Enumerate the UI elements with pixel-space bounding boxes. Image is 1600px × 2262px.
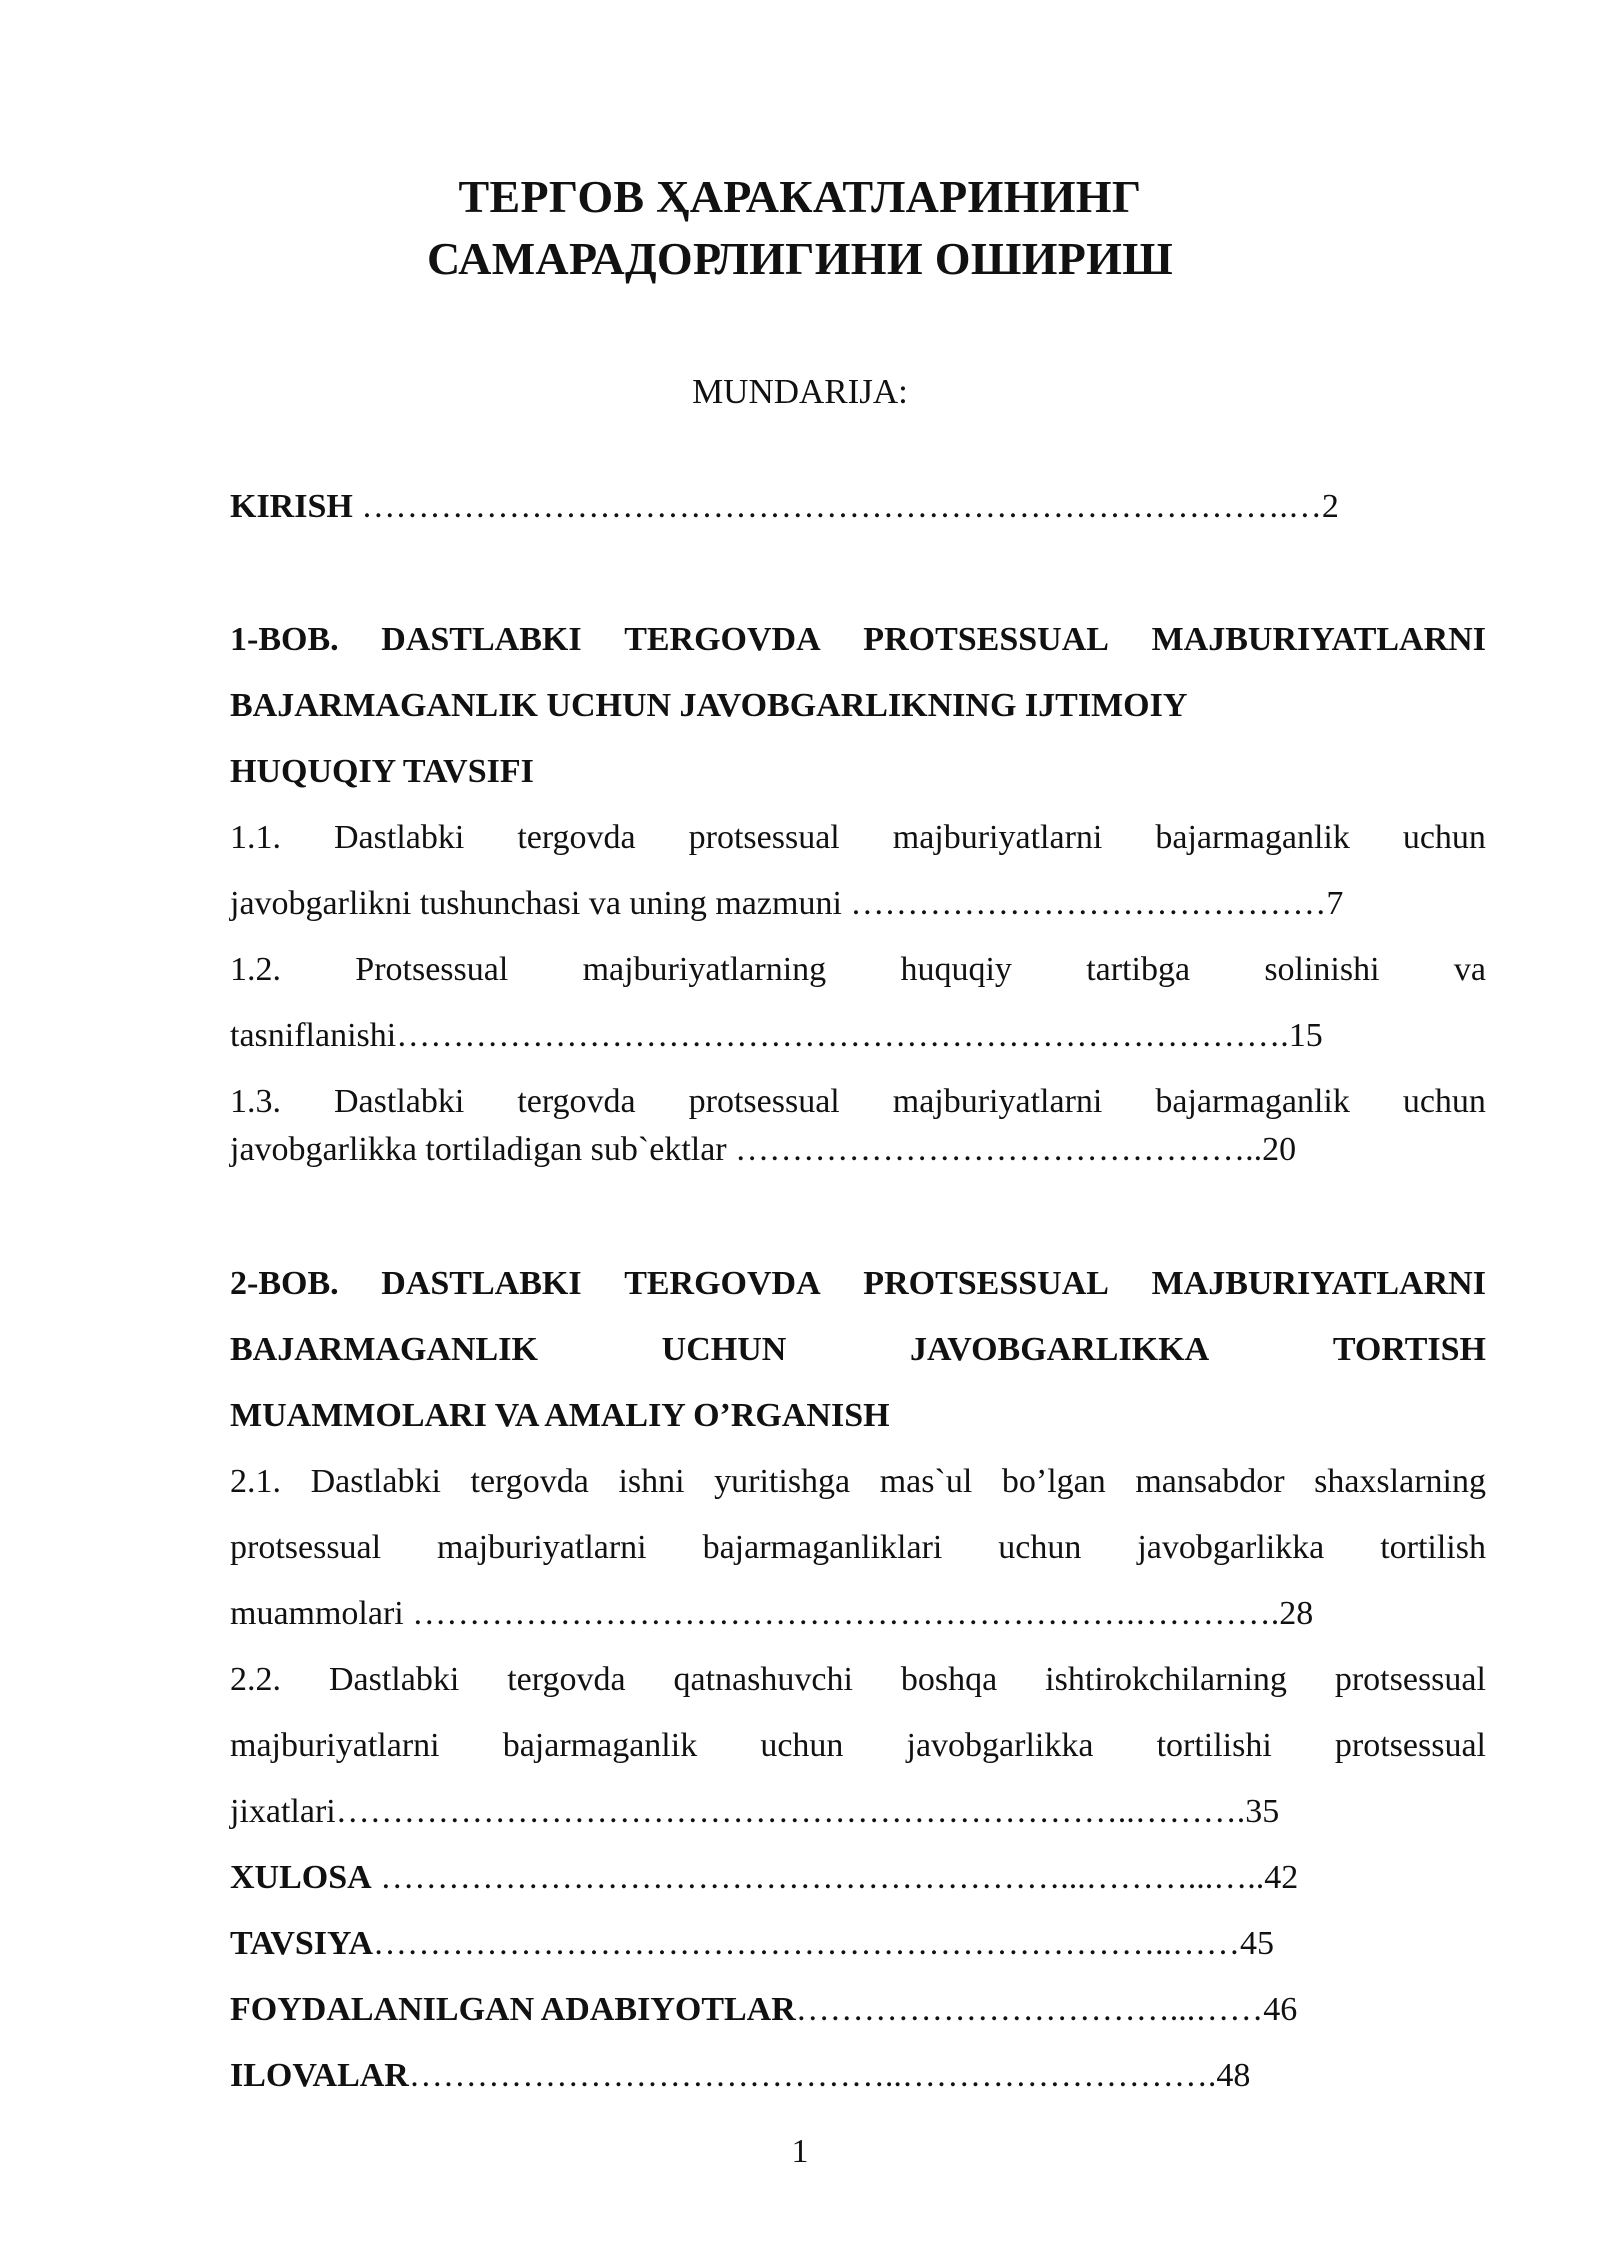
word: tergovda	[517, 819, 636, 856]
word: 2.2.	[230, 1661, 281, 1698]
chapter-2-heading-line-3: MUAMMOLARI VA AMALIY O’RGANISH	[230, 1397, 890, 1434]
word: 2-BOB.	[230, 1265, 339, 1302]
title-line-1: ТЕРГОВ ҲАРАКАТЛАРИНИНГ	[458, 171, 1142, 222]
toc-entry-label: FOYDALANILGAN ADABIYOTLAR	[230, 1991, 796, 2028]
word: solinishi	[1264, 951, 1380, 988]
word: ishni	[618, 1463, 685, 1500]
word: tergovda	[470, 1463, 589, 1500]
toc-entry-kirish	[230, 485, 1486, 529]
word: mansabdor	[1135, 1463, 1285, 1500]
word: JAVOBGARLIKKA	[910, 1331, 1210, 1368]
word: uchun	[1402, 819, 1486, 856]
word: qatnashuvchi	[673, 1661, 853, 1698]
toc-entry-2-1-line-3: muammolari ……………………………………………………….………….28	[230, 1595, 1314, 1632]
word: protsessual	[230, 1529, 382, 1566]
word: tartibga	[1086, 951, 1191, 988]
toc-entry-2-2-line-3: jixatlari……………………………………………………………..……….35	[230, 1793, 1280, 1830]
toc-entry-2-2-line-1	[230, 1658, 1486, 1702]
chapter-2-heading-line-2	[230, 1328, 1486, 1372]
word: 2.1.	[230, 1463, 281, 1500]
toc-entry-ilovalar	[230, 2054, 1486, 2098]
word: boshqa	[900, 1661, 998, 1698]
word: protsessual	[688, 819, 840, 856]
toc-entry-2-1-line-1	[230, 1460, 1486, 1504]
word: majburiyatlarni	[437, 1529, 647, 1566]
toc-entry-1-1-line-1	[230, 816, 1486, 860]
toc-entry-tavsiya	[230, 1922, 1486, 1966]
toc-entry-leader: ……………………………………..……………………….48	[408, 2057, 1251, 2094]
word: TORTISH	[1332, 1331, 1486, 1368]
word: uchun	[998, 1529, 1082, 1566]
word: protsessual	[688, 1083, 840, 1120]
toc-entry-xulosa	[230, 1856, 1486, 1900]
toc-entry-1-3-line-1	[230, 1080, 1486, 1124]
toc-entry-1-2-line-1	[230, 948, 1486, 992]
toc-entry-1-2-line-2: tasniflanishi…………………………………………………………………….15	[230, 1017, 1323, 1054]
word: PROTSESSUAL	[863, 621, 1109, 658]
word: PROTSESSUAL	[863, 1265, 1109, 1302]
word: 1-BOB.	[230, 621, 339, 658]
toc-entry-label: XULOSA	[230, 1859, 372, 1896]
document-title	[0, 166, 1600, 290]
word: bajarmaganlik	[1155, 819, 1350, 856]
word: mas`ul	[879, 1463, 973, 1500]
title-line-2: САМАРАДОРЛИГИНИ ОШИРИШ	[426, 233, 1174, 284]
chapter-2-heading-line-1	[230, 1262, 1486, 1306]
word: protsessual	[1334, 1661, 1486, 1698]
toc-entry-label: ILOVALAR	[230, 2057, 409, 2094]
word: javobgarlikka	[1137, 1529, 1325, 1566]
toc-entry-1-3-line-2: javobgarlikka tortiladigan sub`ektlar ………………………………………..20	[230, 1131, 1297, 1168]
toc-entry-2-2-line-2	[230, 1724, 1486, 1768]
word: yuritishga	[714, 1463, 851, 1500]
word: shaxslarning	[1314, 1463, 1486, 1500]
toc-entry-2-1-line-2	[230, 1526, 1486, 1570]
word: BAJARMAGANLIK	[230, 1331, 538, 1368]
word: 1.3.	[230, 1083, 281, 1120]
word: DASTLABKI	[381, 621, 582, 658]
word: MAJBURIYATLARNI	[1151, 1265, 1486, 1302]
word: UCHUN	[661, 1331, 787, 1368]
word: Dastlabki	[334, 1083, 465, 1120]
page-number: 1	[791, 2133, 809, 2170]
toc-entry-adabiyotlar	[230, 1988, 1486, 2032]
word: tortilishi	[1156, 1727, 1272, 1764]
word: majburiyatlarning	[582, 951, 827, 988]
word: tergovda	[517, 1083, 636, 1120]
word: bajarmaganlik	[502, 1727, 698, 1764]
word: Dastlabki	[310, 1463, 441, 1500]
toc-entry-label: TAVSIYA	[230, 1925, 374, 1962]
word: tergovda	[507, 1661, 626, 1698]
contents-heading: MUNDARIJA:	[692, 372, 908, 411]
word: TERGOVDA	[624, 1265, 821, 1302]
word: 1.1.	[230, 819, 281, 856]
word: protsessual	[1334, 1727, 1486, 1764]
word: uchun	[1402, 1083, 1486, 1120]
toc-entry-1-1-line-2: javobgarlikni tushunchasi va uning mazmuni ……………………………………7	[230, 885, 1344, 922]
word: Dastlabki	[334, 819, 465, 856]
toc-entry-leader: ……………………………………………………………..……45	[373, 1925, 1275, 1962]
word: majburiyatlarni	[230, 1727, 440, 1764]
toc-entry-leader: ……………………………………………………...………...…..42	[371, 1859, 1299, 1896]
word: DASTLABKI	[381, 1265, 582, 1302]
toc-entry-label: KIRISH	[230, 488, 353, 525]
toc-entry-leader: ……………………………………………………………………….…2	[352, 488, 1339, 525]
word: MAJBURIYATLARNI	[1151, 621, 1486, 658]
chapter-1-heading-line-3: HUQUQIY TAVSIFI	[230, 753, 534, 790]
word: javobgarlikka	[906, 1727, 1094, 1764]
word: TERGOVDA	[624, 621, 821, 658]
word: bajarmaganlik	[1155, 1083, 1350, 1120]
word: va	[1453, 951, 1486, 988]
word: majburiyatlarni	[892, 1083, 1103, 1120]
word: bajarmaganliklari	[702, 1529, 943, 1566]
word: bo’lgan	[1001, 1463, 1106, 1500]
word: huquqiy	[900, 951, 1012, 988]
word: 1.2.	[230, 951, 281, 988]
word: Protsessual	[355, 951, 509, 988]
chapter-1-heading-line-1	[230, 618, 1486, 662]
word: majburiyatlarni	[892, 819, 1103, 856]
chapter-1-heading-line-2: BAJARMAGANLIK UCHUN JAVOBGARLIKNING IJTIMOIY	[230, 687, 1188, 724]
word: ishtirokchilarning	[1045, 1661, 1287, 1698]
toc-entry-leader: ……………………………...……46	[795, 1991, 1298, 2028]
word: tortilish	[1380, 1529, 1486, 1566]
word: Dastlabki	[328, 1661, 460, 1698]
word: uchun	[760, 1727, 844, 1764]
